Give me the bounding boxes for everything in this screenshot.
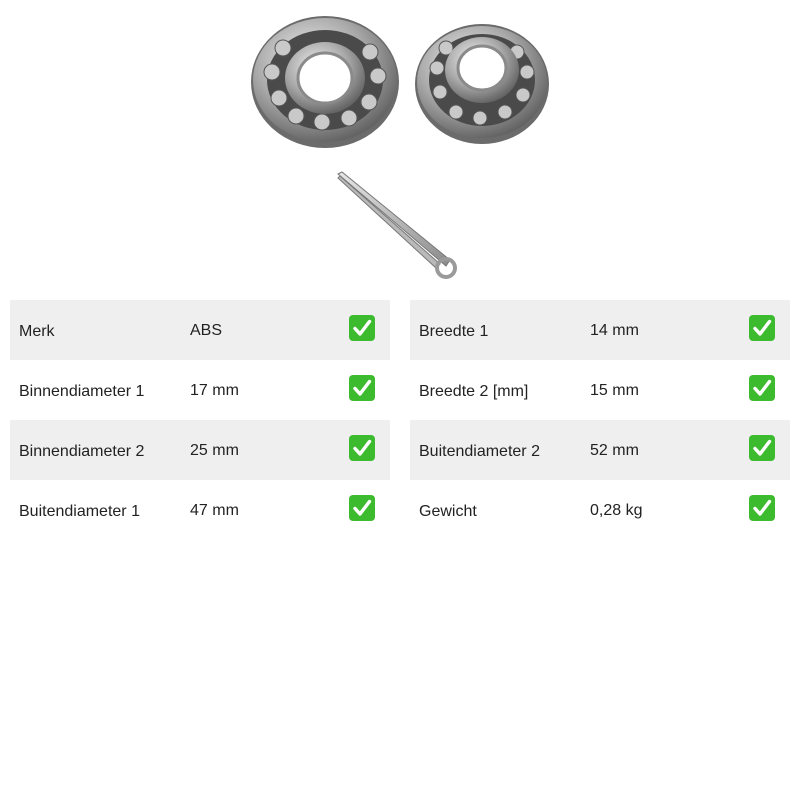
spec-row xyxy=(10,480,390,540)
spec-value: 52 mm xyxy=(590,442,639,459)
check-icon xyxy=(749,375,775,401)
spec-row xyxy=(410,480,790,540)
check-icon xyxy=(749,435,775,461)
spec-value: 25 mm xyxy=(190,442,239,459)
cotter-pin xyxy=(338,172,455,277)
spec-value: 14 mm xyxy=(590,322,639,339)
spec-table xyxy=(10,300,790,540)
spec-label: Gewicht xyxy=(419,503,477,520)
spec-column-right xyxy=(410,300,790,540)
spec-label: Binnendiameter 2 xyxy=(19,443,145,460)
spec-row xyxy=(10,300,390,360)
check-icon xyxy=(749,315,775,341)
spec-row xyxy=(10,360,390,420)
spec-row xyxy=(410,300,790,360)
spec-value: 47 mm xyxy=(190,502,239,519)
spec-column-left xyxy=(10,300,390,540)
product-image xyxy=(240,10,560,290)
spec-label: Merk xyxy=(19,323,55,340)
spec-value: 15 mm xyxy=(590,382,639,399)
spec-label: Breedte 1 xyxy=(419,323,489,340)
spec-row xyxy=(410,360,790,420)
bearing-left xyxy=(251,16,399,148)
bearing-right xyxy=(415,24,549,144)
spec-row xyxy=(410,420,790,480)
spec-value: ABS xyxy=(190,322,223,339)
spec-row xyxy=(10,420,390,480)
check-icon xyxy=(349,495,375,521)
spec-label: Buitendiameter 2 xyxy=(419,443,540,460)
check-icon xyxy=(749,495,775,521)
check-icon xyxy=(349,375,375,401)
check-icon xyxy=(349,435,375,461)
spec-label: Binnendiameter 1 xyxy=(19,383,145,400)
spec-label: Buitendiameter 1 xyxy=(19,503,140,520)
spec-value: 17 mm xyxy=(190,382,239,399)
check-icon xyxy=(349,315,375,341)
spec-label: Breedte 2 [mm] xyxy=(419,383,529,400)
spec-value: 0,28 kg xyxy=(590,502,643,519)
